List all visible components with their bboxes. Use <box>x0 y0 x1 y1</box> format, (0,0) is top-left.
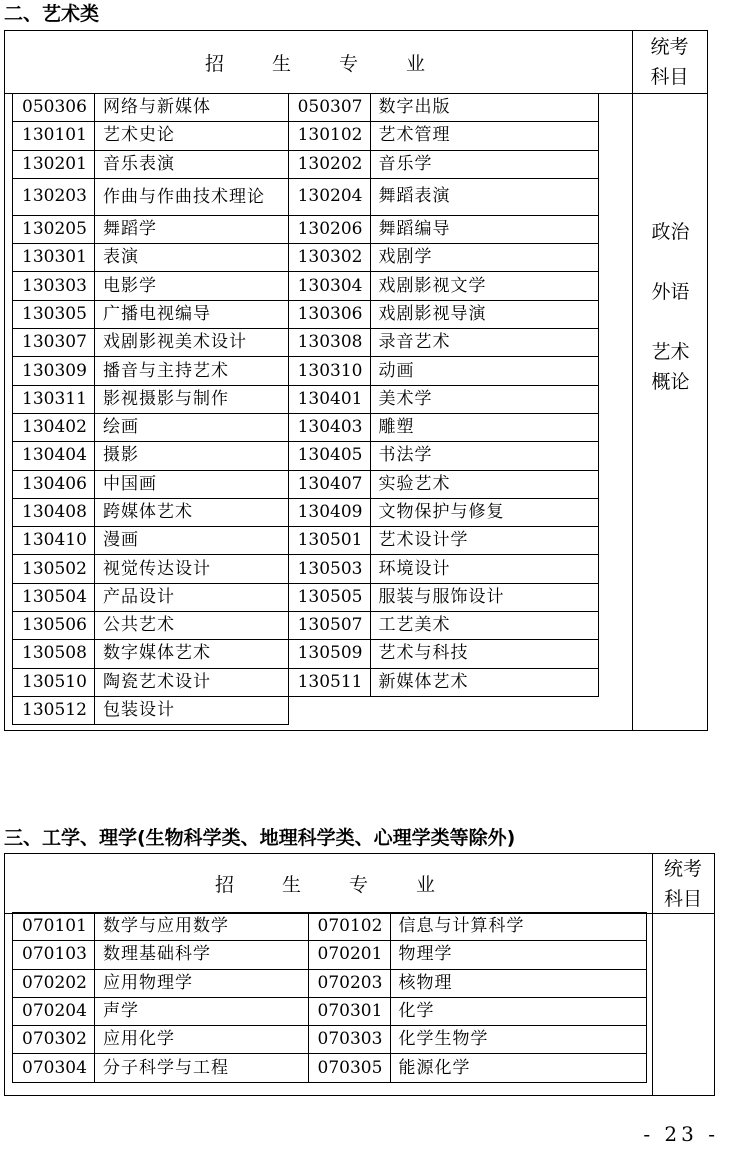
table-row <box>13 668 599 696</box>
major-code-cell: 130507 <box>288 612 370 640</box>
table-row <box>13 555 599 583</box>
major-code-cell: 130502 <box>13 555 95 583</box>
major-code-cell <box>288 696 370 724</box>
exam-subjects: 政治 外语 艺术 概论 <box>651 221 690 393</box>
major-name-cell: 产品设计 <box>94 583 288 611</box>
major-code-cell: 070304 <box>13 1054 95 1082</box>
major-code-cell: 130204 <box>288 178 370 215</box>
table-row <box>13 913 647 941</box>
table-row <box>13 583 599 611</box>
major-code-cell: 130305 <box>13 300 95 328</box>
major-code-cell: 130511 <box>288 668 370 696</box>
major-code-cell: 070301 <box>308 997 390 1025</box>
major-code-cell: 130505 <box>288 583 370 611</box>
major-name-cell <box>370 696 598 724</box>
major-code-cell: 130510 <box>13 668 95 696</box>
major-name-cell: 数字媒体艺术 <box>94 640 288 668</box>
major-name-cell: 动画 <box>370 357 598 385</box>
major-code-cell: 050306 <box>13 94 95 122</box>
major-name-cell: 声学 <box>94 997 308 1025</box>
major-code-cell: 130310 <box>288 357 370 385</box>
section-heading-art: 二、艺术类 <box>4 3 100 25</box>
major-name-cell: 陶瓷艺术设计 <box>94 668 288 696</box>
table-row <box>13 94 599 122</box>
major-code-cell: 130302 <box>288 244 370 272</box>
major-name-cell: 戏剧影视导演 <box>370 300 598 328</box>
table-row <box>13 1054 647 1082</box>
major-code-cell: 130512 <box>13 696 95 724</box>
major-code-cell: 130308 <box>288 329 370 357</box>
major-name-cell: 戏剧影视美术设计 <box>94 329 288 357</box>
header-label: 招 生 专 业 <box>204 52 434 75</box>
table-row <box>13 941 647 969</box>
major-code-cell: 050307 <box>288 94 370 122</box>
major-name-cell: 服装与服饰设计 <box>370 583 598 611</box>
major-code-cell: 070204 <box>13 997 95 1025</box>
table-row <box>13 442 599 470</box>
major-name-cell: 艺术与科技 <box>370 640 598 668</box>
major-name-cell: 文物保护与修复 <box>370 498 598 526</box>
table-row <box>13 527 599 555</box>
major-code-cell: 130102 <box>288 122 370 150</box>
major-name-cell: 录音艺术 <box>370 329 598 357</box>
major-code-cell: 130101 <box>13 122 95 150</box>
major-name-cell: 应用化学 <box>94 1026 308 1054</box>
major-name-cell: 作曲与作曲技术理论 <box>94 178 288 215</box>
eng-majors-table <box>12 912 647 1083</box>
major-code-cell: 130503 <box>288 555 370 583</box>
eng-table-header <box>5 854 653 914</box>
major-name-cell: 能源化学 <box>390 1054 647 1082</box>
major-code-cell: 130206 <box>288 215 370 243</box>
major-name-cell: 电影学 <box>94 272 288 300</box>
major-name-cell: 公共艺术 <box>94 612 288 640</box>
major-name-cell: 信息与计算科学 <box>390 913 647 941</box>
major-code-cell: 130504 <box>13 583 95 611</box>
header-label: 招 生 专 业 <box>214 874 444 896</box>
major-code-cell: 130506 <box>13 612 95 640</box>
table-row <box>13 357 599 385</box>
major-code-cell: 130402 <box>13 413 95 441</box>
table-row <box>13 244 599 272</box>
major-name-cell: 书法学 <box>370 442 598 470</box>
major-code-cell: 130203 <box>13 178 95 215</box>
major-name-cell: 分子科学与工程 <box>94 1054 308 1082</box>
major-name-cell: 舞蹈表演 <box>370 178 598 215</box>
art-majors-table <box>12 93 599 725</box>
subject-header: 统考 科目 <box>632 31 707 94</box>
major-code-cell: 130405 <box>288 442 370 470</box>
major-code-cell: 130303 <box>13 272 95 300</box>
major-name-cell: 戏剧学 <box>370 244 598 272</box>
major-code-cell: 130309 <box>13 357 95 385</box>
major-name-cell: 化学生物学 <box>390 1026 647 1054</box>
major-code-cell: 070202 <box>13 969 95 997</box>
major-name-cell: 跨媒体艺术 <box>94 498 288 526</box>
table-row <box>13 498 599 526</box>
table-row <box>13 300 599 328</box>
major-name-cell: 音乐表演 <box>94 150 288 178</box>
major-name-cell: 网络与新媒体 <box>94 94 288 122</box>
major-name-cell: 广播电视编导 <box>94 300 288 328</box>
table-row <box>13 470 599 498</box>
major-name-cell: 工艺美术 <box>370 612 598 640</box>
major-code-cell: 130404 <box>13 442 95 470</box>
major-code-cell: 130311 <box>13 385 95 413</box>
major-code-cell: 070201 <box>308 941 390 969</box>
table-row <box>13 640 599 668</box>
major-code-cell: 130409 <box>288 498 370 526</box>
major-name-cell: 新媒体艺术 <box>370 668 598 696</box>
major-name-cell: 播音与主持艺术 <box>94 357 288 385</box>
major-name-cell: 漫画 <box>94 527 288 555</box>
table-row <box>13 215 599 243</box>
major-name-cell: 戏剧影视文学 <box>370 272 598 300</box>
table-row <box>13 696 599 724</box>
major-code-cell: 130304 <box>288 272 370 300</box>
major-code-cell: 130508 <box>13 640 95 668</box>
major-name-cell: 包装设计 <box>94 696 288 724</box>
major-code-cell: 070103 <box>13 941 95 969</box>
table-row <box>13 178 599 215</box>
table-row <box>13 122 599 150</box>
major-name-cell: 数字出版 <box>370 94 598 122</box>
major-code-cell: 130201 <box>13 150 95 178</box>
major-name-cell: 应用物理学 <box>94 969 308 997</box>
page-number: - 23 - <box>643 1122 719 1146</box>
major-name-cell: 表演 <box>94 244 288 272</box>
art-table-header <box>5 31 633 94</box>
major-code-cell: 130501 <box>288 527 370 555</box>
major-name-cell: 物理学 <box>390 941 647 969</box>
major-name-cell: 核物理 <box>390 969 647 997</box>
major-name-cell: 数学与应用数学 <box>94 913 308 941</box>
major-name-cell: 绘画 <box>94 413 288 441</box>
table-row <box>13 329 599 357</box>
table-row <box>13 413 599 441</box>
major-code-cell: 130307 <box>13 329 95 357</box>
major-name-cell: 数理基础科学 <box>94 941 308 969</box>
major-name-cell: 艺术管理 <box>370 122 598 150</box>
table-row <box>13 272 599 300</box>
major-code-cell: 130401 <box>288 385 370 413</box>
major-code-cell: 130301 <box>13 244 95 272</box>
major-code-cell: 130202 <box>288 150 370 178</box>
major-code-cell: 070203 <box>308 969 390 997</box>
major-code-cell: 130407 <box>288 470 370 498</box>
subject-header: 统考 科目 <box>652 854 714 914</box>
major-name-cell: 摄影 <box>94 442 288 470</box>
table-row <box>13 385 599 413</box>
major-name-cell: 美术学 <box>370 385 598 413</box>
table-row <box>13 969 647 997</box>
major-code-cell: 130408 <box>13 498 95 526</box>
major-code-cell: 130403 <box>288 413 370 441</box>
major-code-cell: 070302 <box>13 1026 95 1054</box>
table-row <box>13 997 647 1025</box>
major-name-cell: 影视摄影与制作 <box>94 385 288 413</box>
major-code-cell: 130410 <box>13 527 95 555</box>
major-name-cell: 实验艺术 <box>370 470 598 498</box>
table-row <box>13 612 599 640</box>
major-name-cell: 化学 <box>390 997 647 1025</box>
major-code-cell: 070305 <box>308 1054 390 1082</box>
major-name-cell: 环境设计 <box>370 555 598 583</box>
major-name-cell: 音乐学 <box>370 150 598 178</box>
major-name-cell: 舞蹈编导 <box>370 215 598 243</box>
major-code-cell: 130509 <box>288 640 370 668</box>
major-code-cell: 130406 <box>13 470 95 498</box>
table-row <box>13 1026 647 1054</box>
major-name-cell: 艺术设计学 <box>370 527 598 555</box>
major-code-cell: 070303 <box>308 1026 390 1054</box>
table-row <box>13 150 599 178</box>
section-heading-engineering: 三、工学、理学(生物科学类、地理科学类、心理学类等除外) <box>4 827 516 849</box>
major-code-cell: 070101 <box>13 913 95 941</box>
major-code-cell: 130306 <box>288 300 370 328</box>
major-code-cell: 070102 <box>308 913 390 941</box>
major-name-cell: 视觉传达设计 <box>94 555 288 583</box>
major-code-cell: 130205 <box>13 215 95 243</box>
major-name-cell: 舞蹈学 <box>94 215 288 243</box>
major-name-cell: 艺术史论 <box>94 122 288 150</box>
major-name-cell: 中国画 <box>94 470 288 498</box>
major-name-cell: 雕塑 <box>370 413 598 441</box>
